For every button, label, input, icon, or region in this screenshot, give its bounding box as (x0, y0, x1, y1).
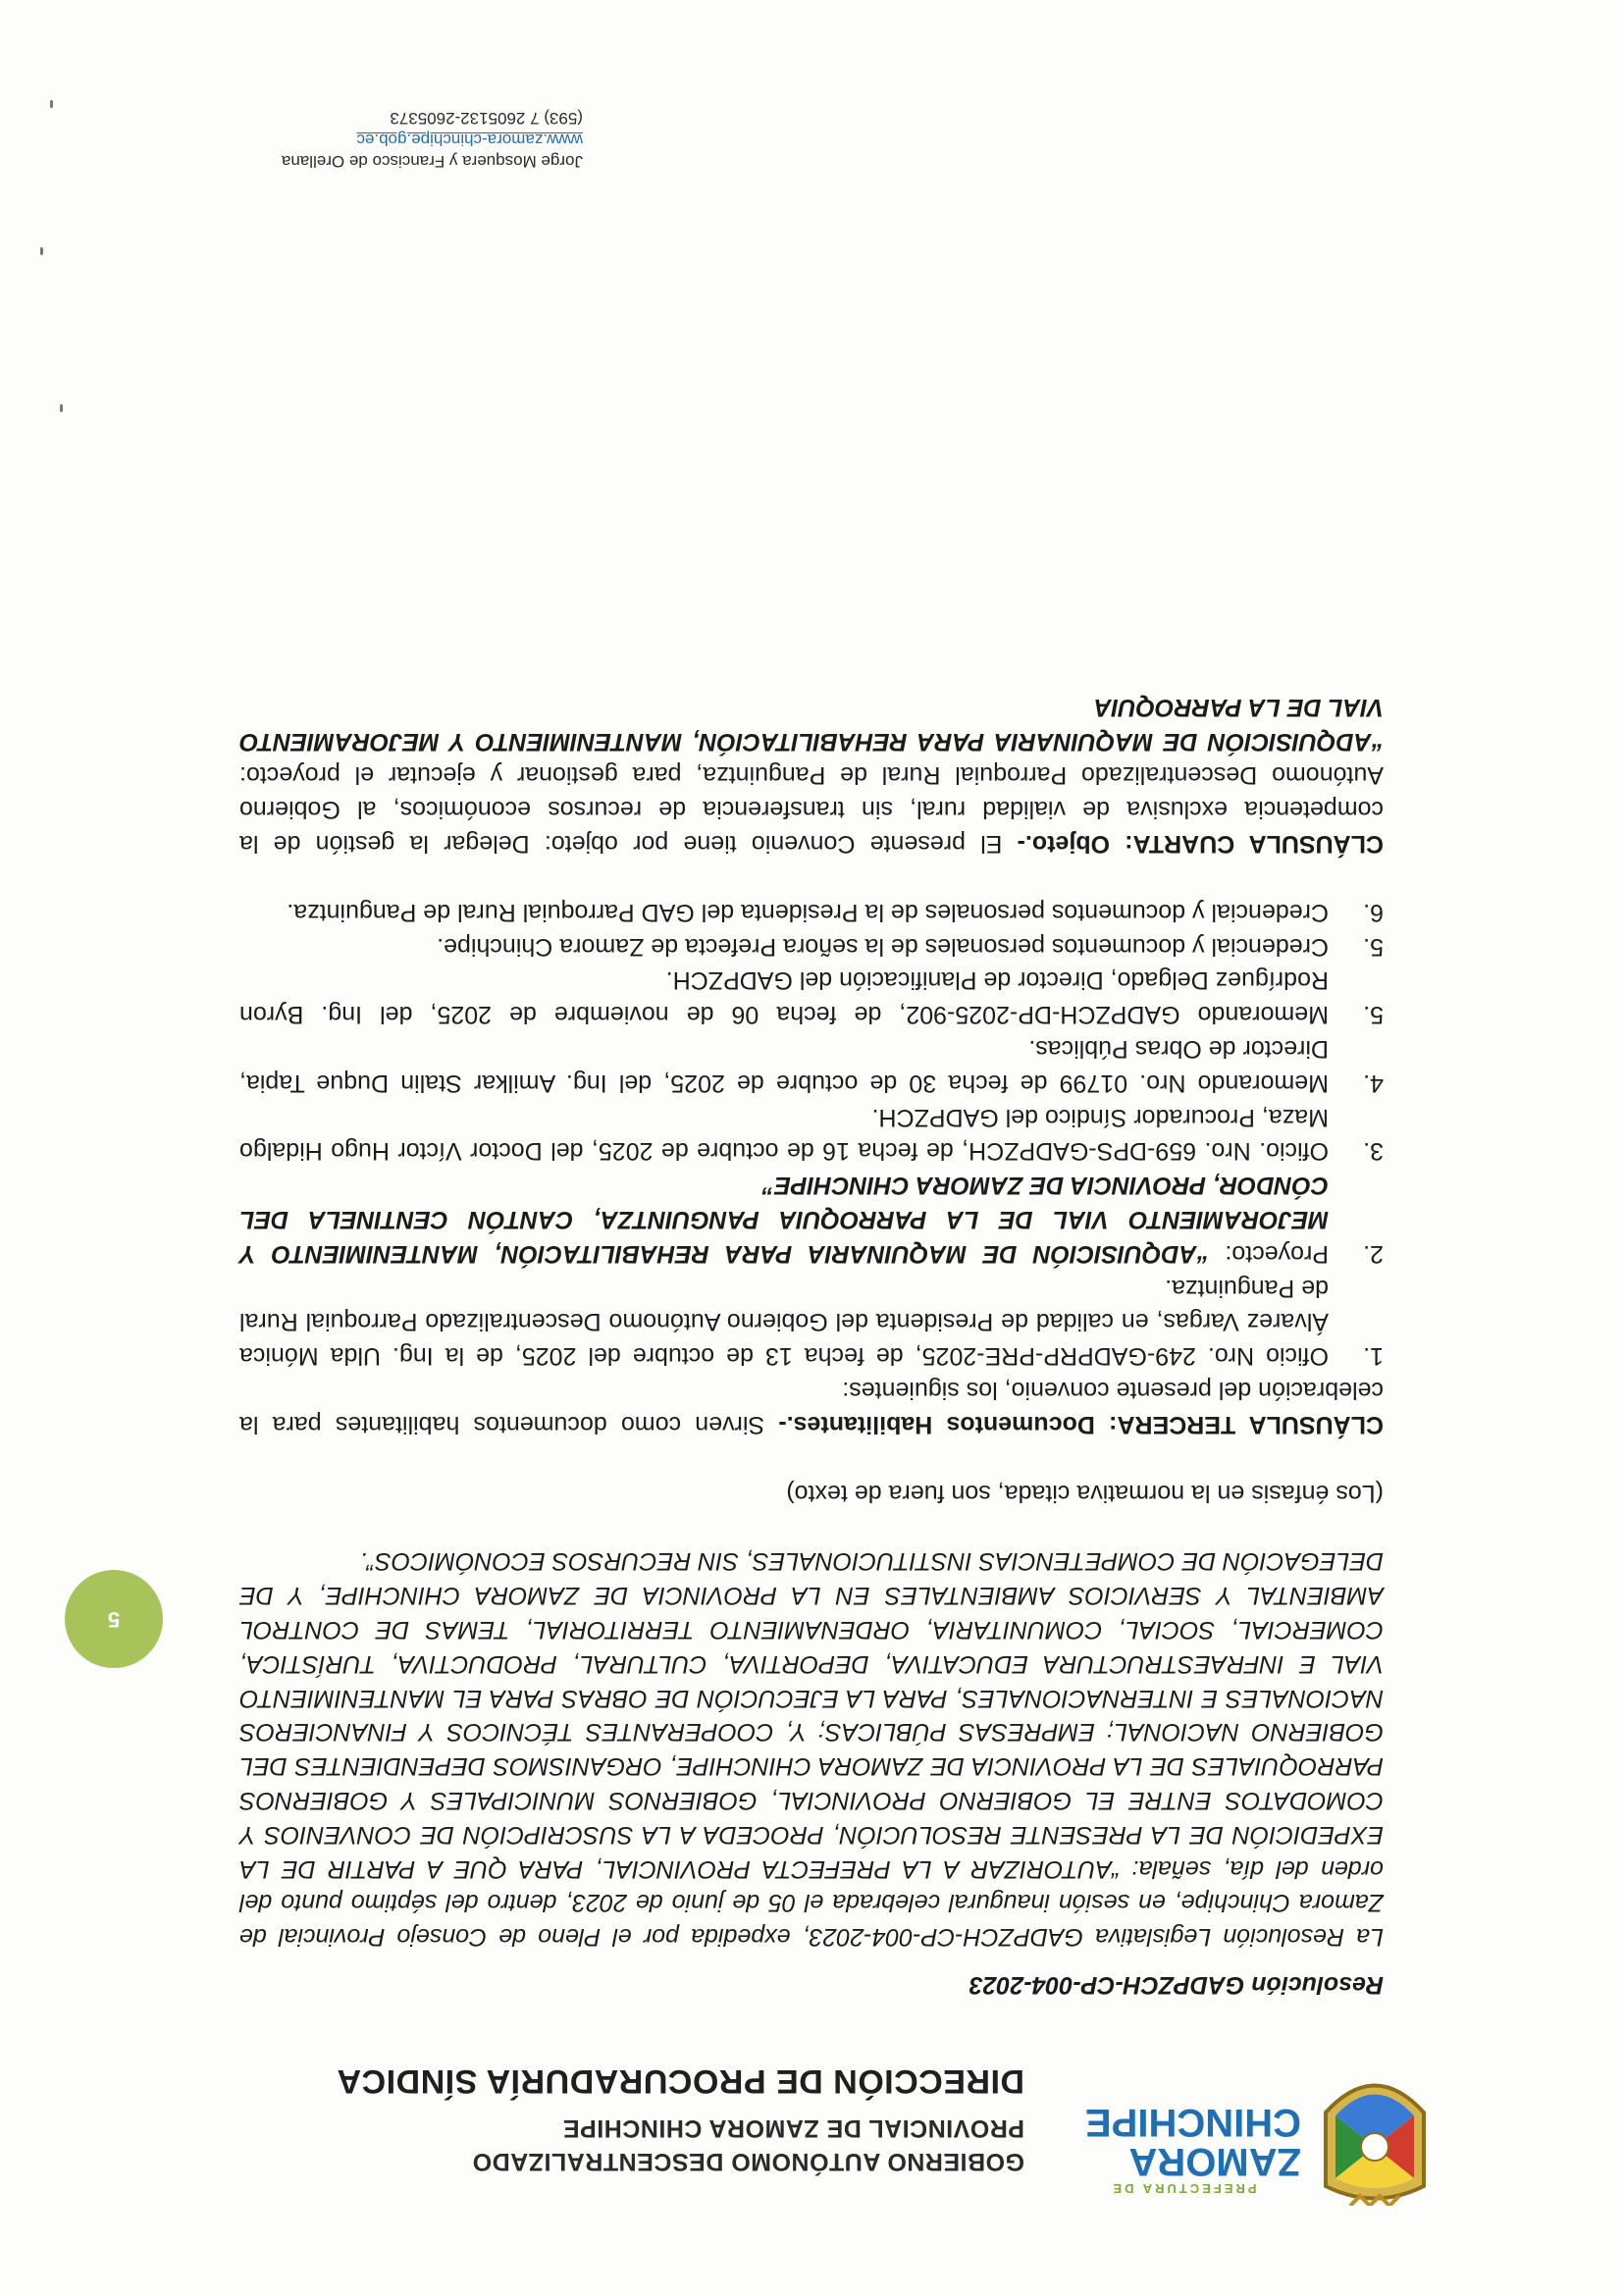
document-body (239, 690, 1384, 2002)
footer-contact (131, 107, 583, 172)
list-item-number: 2. (1363, 1239, 1384, 1268)
institution-title (190, 2112, 1024, 2178)
list-item-text: Oficio. Nro. 659-DPS-GADPZCH, de fecha 16 de octubre de 2025, del Doctor Víctor Hugo Hidalgo Maza, Procurador Síndico del GADPZCH. (239, 1103, 1329, 1166)
list-item (239, 1168, 1384, 1270)
list-item (239, 1100, 1384, 1169)
coat-of-arms-icon (1311, 2059, 1439, 2206)
page-number-badge: 5 (65, 1570, 163, 1668)
list-item-number: 5. (1363, 932, 1384, 961)
brand-logo (1066, 2103, 1301, 2196)
list-item-text: Memorando GADPZCH-DP-2025-902, de fecha 06 de noviembre de 2025, del Ing. Byron Rodríguez Delgado, Director de Planificación del GADPZCH. (239, 966, 1329, 1029)
list-item (239, 964, 1384, 1032)
footer-phone: (593) 7 2605132-2605373 (390, 109, 583, 128)
list-item-text: Credencial y documentos personales de la Presidenta del GAD Parroquial Rural de Panguintza. (287, 898, 1329, 926)
clause-four-title: CLÁUSULA CUARTA: Objeto.- (1017, 830, 1384, 859)
brand-line-2: CHINCHIPE (1084, 2101, 1301, 2144)
clause-four-project-name: “ADQUISICIÓN DE MAQUINARIA PARA REHABILITACIÓN, MANTENIMIENTO Y MEJORAMIENTO VIAL DE LA PARROQUIA (239, 693, 1384, 756)
footer-website-link[interactable]: www.zamora-chinchipe.gob.ec (356, 130, 583, 149)
list-item-prefix: Proyecto: (1208, 1239, 1329, 1268)
brand-line-1: ZAMORA (1128, 2140, 1301, 2183)
resolution-title: Resolución GADPZCH-CP-004-2023 (969, 1971, 1384, 1999)
list-item-text: Oficio Nro. 249-GADPRP-PRE-2025, de fecha 13 de octubre del 2025, de la Ing. Ulda Mónica Álvarez Vargas, en calidad de Presidenta del Gobierno Autónomo Descentralizado Parroquial Rural de Panguintza. (239, 1274, 1329, 1371)
list-item (239, 895, 1384, 929)
enabling-documents-list (239, 895, 1384, 1373)
brand-name (1066, 2103, 1301, 2181)
clause-four-paragraph (239, 690, 1384, 861)
scan-mark (40, 247, 43, 255)
department-title: DIRECCIÓN DE PROCURADURÍA SÍNDICA (337, 2062, 1024, 2100)
list-item-number: 3. (1363, 1137, 1384, 1166)
institution-title-line-2: PROVINCIAL DE ZAMORA CHINCHIPE (562, 2114, 1024, 2142)
scan-mark (50, 100, 53, 108)
list-item-project-name: “ADQUISICIÓN DE MAQUINARIA PARA REHABILITACIÓN, MANTENIMIENTO Y MEJORAMIENTO VIAL DE LA PARROQUIA PANGUINTZA, CANTÓN CENTINELA DEL CÓNDOR, PROVINCIA DE ZAMORA CHINCHIPE” (239, 1172, 1329, 1268)
brand-small-text: PREFECTURA DE (1110, 2181, 1257, 2196)
letterhead (0, 2062, 1623, 2296)
list-item (239, 929, 1384, 964)
list-item-number: 4. (1363, 1069, 1384, 1097)
list-item-number: 6. (1363, 898, 1384, 926)
list-item-number: 5. (1363, 1001, 1384, 1029)
list-item (239, 1031, 1384, 1100)
footer-address: Jorge Mosquera y Francisco de Orellana (281, 152, 583, 171)
institution-title-line-1: GOBIERNO AUTÓNOMO DESCENTRALIZADO (472, 2148, 1024, 2175)
clause-three-title: CLÁUSULA TERCERA: Documentos Habilitantes.- (778, 1410, 1384, 1438)
list-item-number: 1. (1363, 1342, 1384, 1371)
scan-mark (60, 404, 63, 412)
list-item-text: Memorando Nro. 01799 de fecha 30 de octubre de 2025, del Ing. Amilkar Stalin Duque Tapia, Director de Obras Públicas. (239, 1035, 1329, 1097)
clause-four-text: El presente Convenio tiene por objeto: Delegar la gestión de la competencia exclusiva de vialidad rural, sin transferencia de recursos económicos, al Gobierno Autónomo Descentralizado Parroquial Rural de Panguintza, para gestionar y ejecutar el proyecto: (239, 761, 1384, 859)
list-item (239, 1271, 1384, 1373)
clause-three-paragraph (239, 1373, 1384, 1441)
emphasis-note: (Los énfasis en la normativa citada, son fuera de texto) (786, 1479, 1384, 1507)
clause-three-intro: Sirven como documentos habilitantes para la celebración del presente convenio, los siguientes: (238, 1377, 1384, 1438)
resolution-paragraph: La Resolución Legislativa GADPZCH-CP-004-2023, expedida por el Pleno de Consejo Provincial de Zamora Chinchipe, en sesión inaugural celebrada el 05 de junio de 2023, dentro del séptimo punto del orden del día, señala: “AUTORIZAR A LA PREFECTA PROVINCIAL, PARA QUE A PARTIR DE LA EXPEDICIÓN DE LA PRESENTE RESOLUCIÓN, PROCEDA A LA SUSCRIPCIÓN DE CONVENIOS Y COMODATOS ENTRE EL GOBIERNO PROVINCIAL, GOBIERNOS MUNICIPALES Y GOBIERNOS PARROQUIALES DE LA PROVINCIA DE ZAMORA CHINCHIPE, ORGANISMOS DEPENDIENTES DEL GOBIERNO NACIONAL; EMPRESAS PÚBLICAS; Y, COOPERANTES TÉCNICOS Y FINANCIEROS NACIONALES E INTERNACIONALES, PARA LA EJECUCIÓN DE OBRAS PARA EL MANTENIMIENTO VIAL E INFRAESTRUCTURA EDUCATIVA, DEPORTIVA, CULTURAL, PRODUCTIVA, TURÍSTICA, COMERCIAL, SOCIAL, COMUNITARIA, ORDENAMIENTO TERRITORIAL, TEMAS DE CONTROL AMBIENTAL Y SERVICIOS AMBIENTALES EN LA PROVINCIA DE ZAMORA CHINCHIPE, Y DE DELEGACIÓN DE COMPETENCIAS INSTITUCIONALES, SIN RECURSOS ECONÓMICOS”. (239, 1547, 1384, 1952)
list-item-text: Credencial y documentos personales de la señora Prefecta de Zamora Chinchipe. (437, 932, 1329, 961)
